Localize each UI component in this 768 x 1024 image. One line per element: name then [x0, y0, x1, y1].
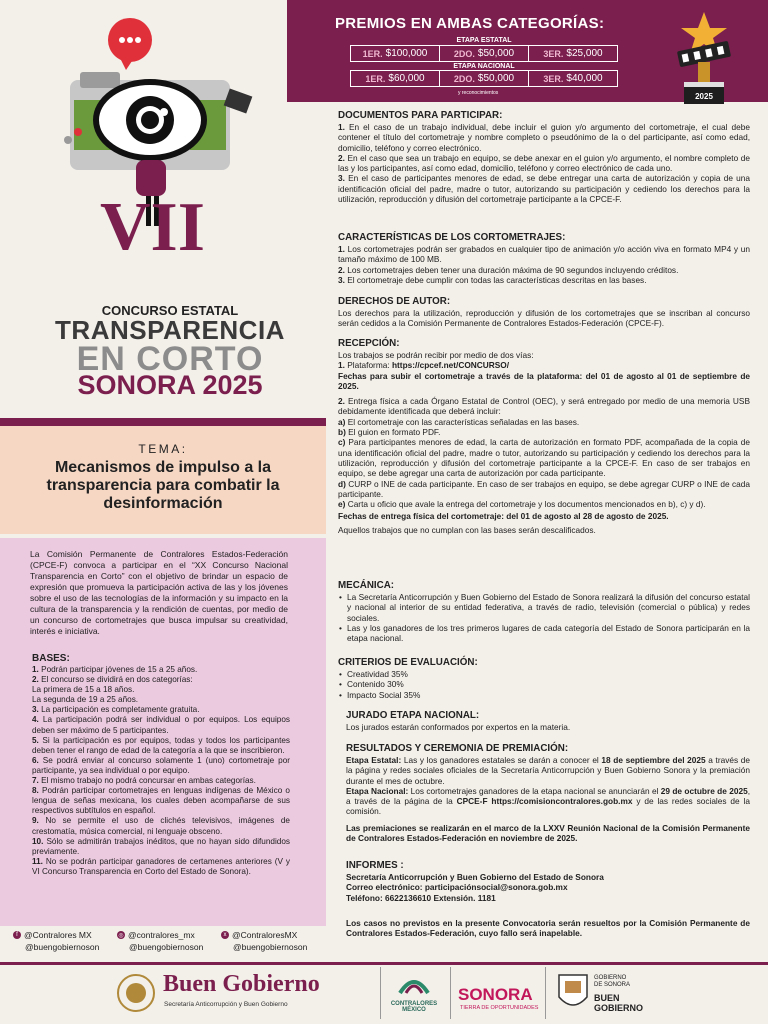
tema-box [0, 426, 326, 534]
documentos-item: 3. En el caso de participantes menores de edad, se debe entregar una carta de autorización y copia de una identificación oficial del padre, madre o tutor, autorizando su participación y cediendo los derechos para la utilización, reproducción y difusión del cortometraje participante a la CPCE-F. [338, 173, 750, 205]
recepcion-fisica: 2. Entrega física a cada Órgano Estatal de Control (OEC), y será entregado por medio de una memoria USB debidamente identificada que deberá incluir: [338, 396, 750, 417]
title-line4: SONORA 2025 [77, 370, 263, 400]
x-link[interactable]: x @ContraloresMX [221, 930, 297, 940]
jurado-text: Los jurados estarán conformados por expertos en la materia. [346, 722, 571, 732]
section-caracteristicas [338, 232, 750, 285]
mecanica-item: • La Secretaría Anticorrupción y Buen Gobierno del Estado de Sonora realizará la difusión del concurso estatal y nacional al interior de su entidad federativa, a través de radio, televisión (comercial o pública) y redes sociales. [338, 592, 750, 623]
section-mecanica [338, 580, 750, 643]
title-line2: TRANSPARENCIA [55, 315, 285, 345]
bases-item: 11. No se podrán participar ganadores de certamenes anteriores (V y VI Concurso Transparencia en Corto del Estado de Sonora). [32, 856, 290, 876]
recepcion-fechas-fisica: Fechas de entrega física del cortometraje: del 01 de agosto al 28 de agosto de 2025. [338, 511, 669, 522]
recepcion-descalificados: Aquellos trabajos que no cumplan con las bases serán descalificados. [338, 524, 596, 535]
title-line1: CONCURSO ESTATAL [101, 303, 239, 318]
buen-gobierno-small-logo: BUEN GOBIERNO [594, 993, 644, 1013]
section-casos [346, 918, 750, 939]
recepcion-item: b) El guion en formato PDF. [338, 427, 441, 438]
informes-title: INFORMES : [346, 860, 404, 871]
facebook-link-2[interactable]: @buengobiernoson [25, 942, 100, 952]
section-recepcion [338, 338, 750, 535]
section-documentos [338, 110, 750, 204]
recepcion-item: d) CURP o INE de cada participante. En caso de ser trabajos en equipo, se debe agregar CURP o INE de cada participante. [338, 478, 750, 499]
resultados-estatal: Etapa Estatal: Las y los ganadores estatales se darán a conocer el 18 de septiembre del 2025 a través de la página y redes sociales oficiales de la Secretaría Anticorrupción y Buen Gobierno Sonora y la premiación durante el mes de octubre. [346, 755, 750, 786]
coat-of-arms-icon [116, 973, 156, 1013]
estatal-label: ETAPA ESTATAL [456, 37, 512, 44]
bases-item: 8. Podrán participar cortometrajes en lenguas indígenas de México o lengua de señas mexicana, los cuales deben acompañarse de sus respectivos subtítulos en español. [32, 786, 290, 816]
gobierno-sonora-logo: GOBIERNO DE SONORA [594, 975, 631, 988]
bases-item: 10. Sólo se admitirán trabajos inéditos, que no hayan sido difundidos previamente. [32, 836, 290, 856]
facebook-icon: f [13, 931, 21, 939]
recepcion-item: c) Para participantes menores de edad, la carta de autorización en formato PDF, acompañada de la copia de una identificación oficial del padre, madre o tutor, autorizando su participación y cediendo los derechos para la utilización, reproducción y difusión del cortometraje participante a la CPCE-F. En caso de ser trabajos en equipo, se debe agregar una carta de autorización por cada participante. [338, 437, 750, 479]
section-jurado [346, 710, 758, 732]
tema-text: Mecanismos de impulso a la transparencia para combatir la desinformación [46, 459, 280, 512]
bases-item: 3. La participación es completamente gratuita. [32, 705, 200, 715]
derechos-text: Los derechos para la utilización, reproducción y difusión de los cortometrajes que se inscriban al concurso serán cedidos a la Comisión Permanente de Contralores Estados-Federación (CPCE-F). [338, 308, 750, 329]
jurado-title: JURADO ETAPA NACIONAL: [346, 710, 480, 721]
sonora-shield-icon [557, 973, 589, 1013]
prize-cell: 3ER. $25,000 [543, 48, 603, 59]
trophy-icon [664, 10, 744, 110]
prize-cell: 2DO. $50,000 [440, 46, 529, 61]
caracteristicas-item: 1. Los cortometrajes podrán ser grabados en cualquier tipo de animación y/o acción viva en formato MP4 y un tamaño máximo de 100 MB. [338, 244, 750, 265]
section-resultados [346, 743, 750, 843]
caracteristicas-item: 3. El cortometraje debe cumplir con todas las características descritas en las bases. [338, 274, 647, 285]
bases-item: 4. La participación podrá ser individual o por equipos. Los equipos deben ser máximo de 5 participantes. [32, 715, 290, 735]
sonora-sub: TIERRA DE OPORTUNIDADES [460, 1005, 539, 1011]
informes-l3: Teléfono: 6622136610 Extensión. 1181 [346, 892, 496, 903]
resultados-nacional: Etapa Nacional: Los cortometrajes ganadores de la etapa nacional se anunciarán el 29 de octubre de 2025, a través de la página de la CPCE-F https://comisioncontralores.gob.mx y de las redes sociales de la comisión. [346, 785, 750, 817]
title-line3: EN CORTO [76, 340, 264, 378]
bases-item: 9. No se permite el uso de clichés televisivos, imágenes de crestomatía, música comercial, ni lenguaje obsceno. [32, 816, 290, 836]
contralores-logo: CONTRALORES MÉXICO [390, 1001, 438, 1013]
resultados-title: RESULTADOS Y CEREMONIA DE PREMIACIÓN: [346, 743, 569, 754]
mecanica-title: MECÁNICA: [338, 580, 395, 591]
footer-separator [450, 967, 451, 1019]
prize-row-nacional [350, 70, 618, 87]
bases-item: 6. Se podrá enviar al concurso solamente 1 (uno) cortometraje por participante, ya sea individual o por equipo. [32, 755, 290, 775]
resultados-premiaciones: Las premiaciones se realizarán en el marco de la LXXV Reunión Nacional de la Comisión Permanente de Contralores Estados-Federación en noviembre de 2025. [346, 822, 750, 844]
documentos-item: 1. En el caso de un trabajo individual, debe incluir el guion y/o argumento del cortometraje, el cual debe contener el título del cortometraje y nombre completo o pseudónimo de la o del participante, así como edad, domicilio, teléfono y correo electrónico. [338, 122, 750, 153]
criterios-item: • Impacto Social 35% [338, 690, 750, 700]
caracteristicas-title: CARACTERÍSTICAS DE LOS CORTOMETRAJES: [338, 232, 566, 243]
bases-item: La primera de 15 a 18 años. [32, 685, 135, 695]
bases-item: 5. Si la participación es por equipos, todas y todos los participantes deben tener el rango de edad de la categoría a la que se inscribieron. [32, 735, 290, 755]
facebook-link[interactable]: f @Contralores MX [13, 930, 92, 940]
prize-cell: 1ER. $60,000 [351, 71, 440, 86]
prize-cell: 2DO. $50,000 [440, 71, 529, 86]
section-informes [346, 860, 750, 903]
bases-item: 7. El mismo trabajo no podrá concursar en ambas categorías. [32, 776, 256, 786]
buen-gobierno-logo: Buen Gobierno [163, 971, 320, 997]
recepcion-intro: Los trabajos se podrán recibir por medio de dos vías: [338, 350, 534, 360]
informes-l1: Secretaría Anticorrupción y Buen Gobierno del Estado de Sonora [346, 872, 604, 882]
trophy-year: 2025 [695, 92, 713, 101]
bases-item: 1. Podrán participar jóvenes de 15 a 25 años. [32, 665, 198, 674]
comision-link[interactable]: CPCE-F https://comisioncontralores.gob.mx [456, 796, 633, 807]
prizes-title: PREMIOS EN AMBAS CATEGORÍAS: [335, 15, 605, 32]
tema-label: TEMA: [138, 442, 188, 456]
instagram-icon: ◎ [118, 932, 124, 939]
section-criterios [338, 657, 750, 700]
sonora-logo: SONORA [458, 985, 533, 1004]
prize-row-estatal [350, 45, 618, 62]
hero-illustration [30, 10, 270, 250]
caracteristicas-item: 2. Los cortometrajes deben tener una duración máxima de 90 segundos incluyendo créditos. [338, 264, 679, 275]
intro-text: La Comisión Permanente de Contralores Estados-Federación (CPCE-F) convoca a participar en el “XX Concurso Nacional Transparencia en Corto” con el objetivo de brindar un espacio de expresión que promueva la participación activa de las y los jóvenes sobre el uso de las tecnologías de la información y su impacto en la cultura de la transparencia y la rendición de cuentas, por medio de un concurso de cortometrajes que busca impulsar su creatividad, interés e iniciativa. [30, 549, 288, 636]
platform-link[interactable]: https://cpcef.net/CONCURSO/ [391, 360, 510, 371]
instagram-link[interactable]: ◎ @contralores_mx [118, 930, 195, 940]
derechos-title: DERECHOS DE AUTOR: [338, 296, 451, 307]
divider-band [0, 418, 326, 426]
footer-separator [545, 967, 546, 1019]
footer-separator [380, 967, 381, 1019]
informes-l2: Correo electrónico: participaciónsocial@sonora.gob.mx [346, 882, 568, 893]
prize-cell: 3ER. $40,000 [543, 73, 603, 84]
recognition-note: y reconocimientos [458, 90, 499, 96]
x-icon: x [221, 931, 229, 939]
mecanica-item: • Las y los ganadores de los tres primeros lugares de cada categoría del Estado de Sonora participarán en la etapa nacional. [338, 623, 750, 644]
social-links [13, 930, 313, 954]
recepcion-platform: 1. Plataforma: https://cpcef.net/CONCURSO/ [338, 360, 510, 371]
instagram-link-2[interactable]: @buengobiernoson [129, 942, 204, 952]
recepcion-item: e) Carta u oficio que avale la entrega del cortometraje y los documentos mencionados en b), c) y d). [338, 499, 706, 510]
recepcion-title: RECEPCIÓN: [338, 338, 400, 349]
criterios-item: • Contenido 30% [338, 679, 750, 689]
buen-gobierno-sub: Secretaría Anticorrupción y Buen Gobierno [164, 1001, 288, 1008]
bases-title: BASES: [32, 653, 70, 664]
prize-cell: 1ER. $100,000 [351, 46, 440, 61]
bases-item: La segunda de 19 a 25 años. [32, 695, 139, 705]
recepcion-fechas: Fechas para subir el cortometraje a través de la plataforma: del 01 de agosto al 01 de septiembre de 2025. [338, 370, 750, 391]
documentos-item: 2. En el caso que sea un trabajo en equipo, se debe anexar en el guion y/o argumento, el nombre completo de las y los participantes, así como edad, domicilio, teléfono y correo electrónico de cada uno. [338, 152, 750, 174]
footer [0, 965, 768, 1024]
bases-list [32, 665, 290, 877]
contralores-logo-icon [396, 969, 432, 999]
nacional-label: ETAPA NACIONAL [453, 63, 515, 70]
criterios-title: CRITERIOS DE EVALUACIÓN: [338, 657, 478, 668]
criterios-item: • Creatividad 35% [338, 669, 750, 679]
section-derechos [338, 296, 750, 329]
roman-numeral: VII [100, 189, 206, 250]
documentos-title: DOCUMENTOS PARA PARTICIPAR: [338, 110, 503, 121]
bases-item: 2. El concurso se dividirá en dos categorías: [32, 675, 193, 685]
x-link-2[interactable]: @buengobiernoson [233, 942, 308, 952]
recepcion-item: a) El cortometraje con las características señaladas en las bases. [338, 416, 580, 427]
casos-text: Los casos no previstos en la presente Convocatoria serán resueltos por la Comisión Permanente de Contralores Estados-Federación, cuyo fallo será inapelable. [346, 918, 750, 939]
